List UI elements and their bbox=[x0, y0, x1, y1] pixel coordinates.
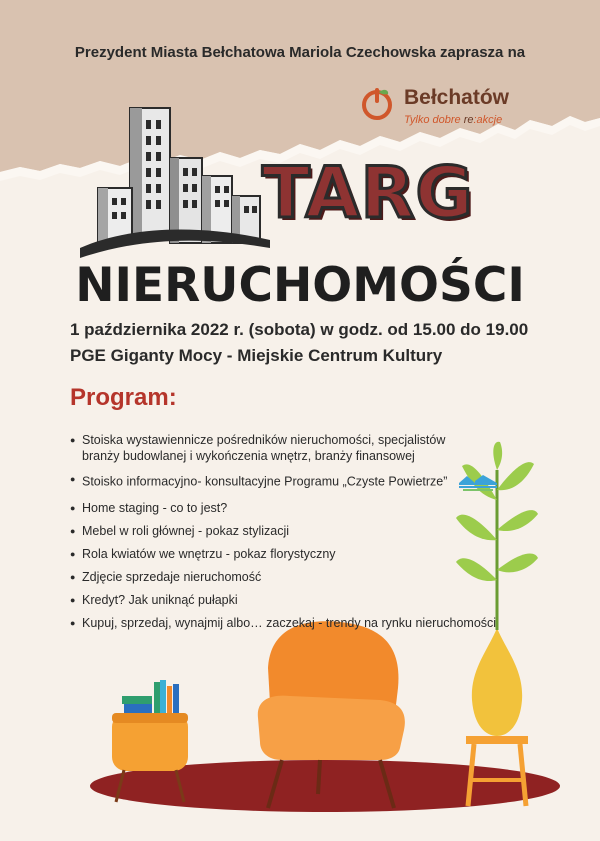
list-item: ● Rola kwiatów we wnętrzu - pokaz florystyczny bbox=[70, 546, 540, 562]
title-nieruchomosci: NIERUCHOMOŚCI bbox=[75, 258, 525, 313]
list-item: ● Home staging - co to jest? bbox=[70, 500, 540, 516]
list-item: ● Mebel w roli głównej - pokaz stylizacji bbox=[70, 523, 540, 539]
program-list bbox=[70, 432, 540, 638]
logo-name: Bełchatów bbox=[404, 86, 510, 109]
list-item: ● Stoiska wystawiennicze pośredników nieruchomości, specjalistów branży budowlanej i wykończenia wnętrz, branży finansowej bbox=[70, 432, 540, 464]
program-heading: Program: bbox=[70, 384, 177, 411]
event-venue: PGE Giganty Mocy - Miejskie Centrum Kultury bbox=[70, 346, 443, 365]
books bbox=[122, 680, 179, 713]
event-date: 1 października 2022 r. (sobota) w godz. od 15.00 do 19.00 bbox=[70, 320, 529, 339]
city-logo bbox=[360, 82, 560, 142]
title-targ: TARG bbox=[262, 152, 474, 234]
vase bbox=[472, 628, 522, 736]
list-item: ● Kupuj, sprzedaj, wynajmij albo… zaczekaj - trendy na rynku nieruchomości bbox=[70, 615, 540, 631]
city-skyline-icon bbox=[80, 98, 270, 258]
czyste-powietrze-logo-icon bbox=[457, 471, 499, 493]
list-item: ● Zdjęcie sprzedaje nieruchomość bbox=[70, 569, 540, 585]
list-item: ● Kredyt? Jak uniknąć pułapki bbox=[70, 592, 540, 608]
list-item: ● Stoisko informacyjno- konsultacyjne Programu „Czyste Powietrze” bbox=[70, 471, 540, 493]
logo-tagline: Tylko dobre re:akcje bbox=[404, 114, 503, 126]
power-apple-icon bbox=[360, 86, 394, 120]
intro-text: Prezydent Miasta Bełchatowa Mariola Czechowska zaprasza na bbox=[74, 44, 526, 61]
